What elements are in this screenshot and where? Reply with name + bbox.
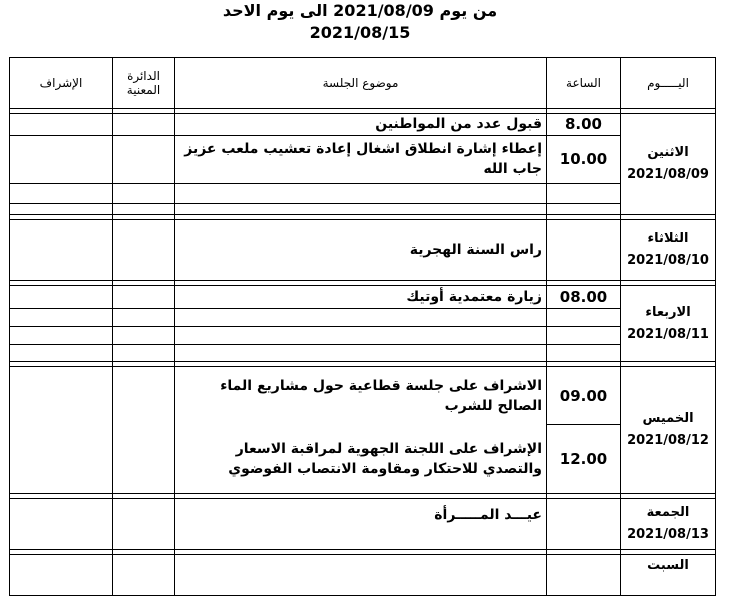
supervision-cell (10, 286, 113, 309)
subject-cell: الاشراف على جلسة قطاعية حول مشاريع الماء الصالح للشرب (175, 367, 547, 425)
department-cell (113, 499, 175, 550)
subject-cell: زيارة معتمدية أوتيك (175, 286, 547, 309)
department-cell (113, 135, 175, 183)
col-time-header: الساعة (547, 58, 621, 109)
day-name: الاثنين (647, 145, 689, 160)
time-cell (547, 499, 621, 550)
table-row (10, 367, 716, 425)
supervision-cell (10, 367, 113, 494)
table-row (10, 345, 716, 362)
col-day-header: اليـــــوم (621, 58, 716, 109)
day-cell (621, 367, 716, 494)
table-row (10, 327, 716, 345)
supervision-cell (10, 220, 113, 281)
table-row (10, 499, 716, 550)
day-name: الجمعة (646, 505, 690, 520)
day-date: 2021/08/13 (627, 527, 709, 542)
subject-cell: قبول عدد من المواطنين (175, 114, 547, 136)
supervision-cell (10, 499, 113, 550)
day-cell (621, 114, 716, 215)
time-cell: 8.00 (547, 114, 621, 136)
table-row (10, 135, 716, 183)
subject-cell: إعطاء إشارة انطلاق اشغال إعادة تعشيب ملعب عزيز جاب الله (175, 135, 547, 183)
time-cell (547, 220, 621, 281)
col-subject-header: موضوع الجلسة (175, 58, 547, 109)
table-row (10, 203, 716, 214)
page-title: من يوم 2021/08/09 الى يوم الاحد 2021/08/15 (222, 1, 498, 42)
department-cell (113, 286, 175, 309)
table-row (10, 114, 716, 136)
table-row (10, 220, 716, 281)
day-name: الاربعاء (645, 304, 691, 320)
department-cell (113, 114, 175, 136)
department-cell (113, 220, 175, 281)
time-cell: 08.00 (547, 286, 621, 309)
table-row (10, 555, 716, 596)
table-row (10, 309, 716, 327)
day-cell (621, 555, 716, 596)
schedule-table (9, 57, 716, 596)
day-name: الثلاثاء (647, 231, 689, 246)
time-cell: 10.00 (547, 135, 621, 183)
day-cell (621, 499, 716, 550)
col-department-header: الدائرة المعنية (113, 58, 175, 109)
day-date: 2021/08/11 (627, 326, 709, 342)
table-row (10, 286, 716, 309)
supervision-cell (10, 114, 113, 136)
day-cell (621, 220, 716, 281)
day-name: السبت (647, 558, 689, 573)
day-date: 2021/08/10 (627, 253, 709, 268)
time-cell: 12.00 (547, 425, 621, 494)
header-row (10, 58, 716, 109)
subject-cell: عيـــد المـــــرأة (175, 499, 547, 550)
department-cell (113, 367, 175, 494)
day-date: 2021/08/09 (627, 167, 709, 182)
table-row (10, 184, 716, 204)
day-date: 2021/08/12 (627, 433, 709, 448)
supervision-cell (10, 135, 113, 183)
day-cell (621, 286, 716, 362)
subject-cell: الإشراف على اللجنة الجهوية لمراقبة الاسعار والتصدي للاحتكار ومقاومة الانتصاب الفوضوي (175, 425, 547, 494)
day-name: الخميس (642, 411, 694, 426)
col-supervision-header: الإشراف (10, 58, 113, 109)
subject-cell: راس السنة الهجرية (175, 220, 547, 281)
time-cell: 09.00 (547, 367, 621, 425)
